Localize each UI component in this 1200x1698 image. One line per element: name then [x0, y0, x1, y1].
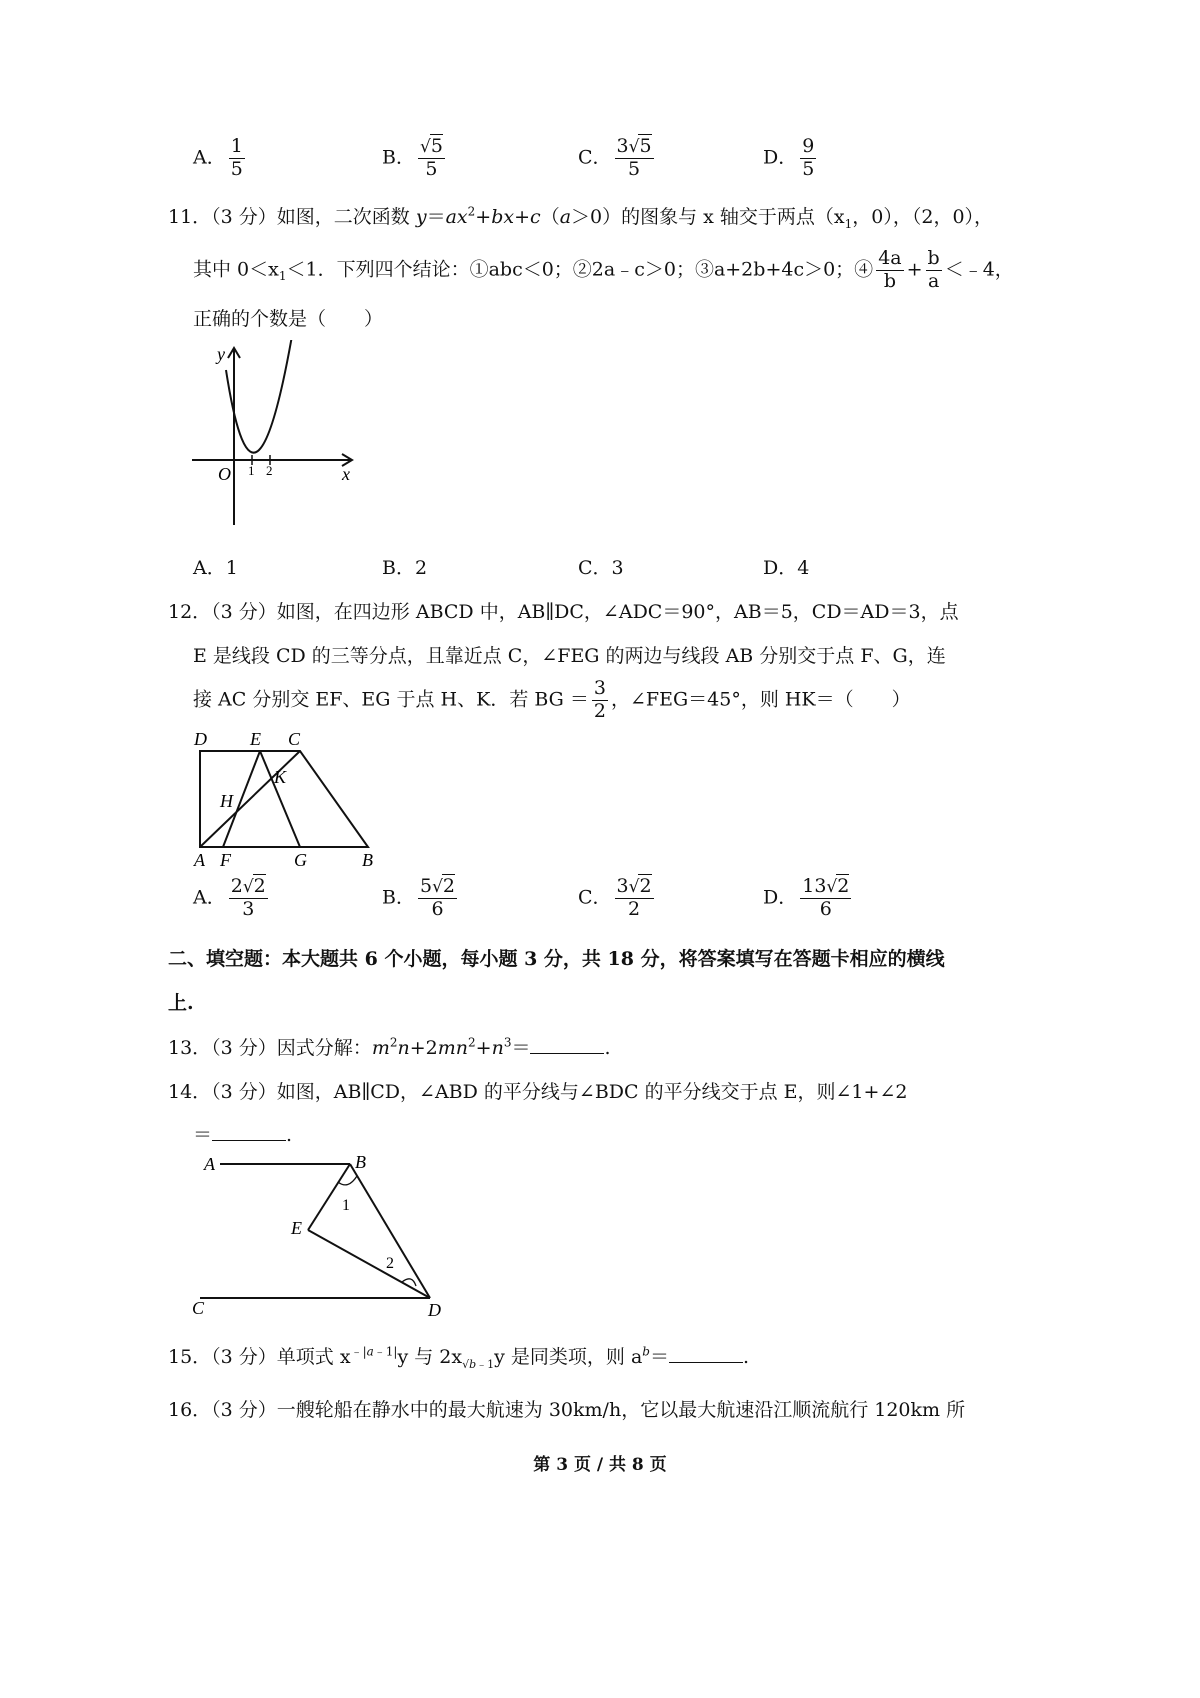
- q12-option-b: B． $\frac{5√2}{6}$: [382, 875, 455, 920]
- q12-line3: 接 AC 分别交 EF、EG 于点 H、K．若 BG ＝ $\frac{3}{2}$ ，∠FEG＝45°，则 HK＝（ ）: [193, 677, 911, 722]
- q11-line3: 正确的个数是（ ）: [193, 308, 384, 330]
- q10-option-d: D． $\frac{9}{5}$: [763, 135, 815, 180]
- tick-label-1: 1: [248, 463, 255, 478]
- q10-option-c: C． $\frac{3√5}{5}$: [578, 135, 652, 180]
- q10-option-b: B． $\frac{√5}{5}$: [382, 135, 443, 180]
- x-label: x: [342, 464, 350, 484]
- label-d: D: [194, 729, 207, 749]
- label-c: C: [288, 729, 301, 749]
- label-b: B: [362, 850, 373, 870]
- q14-parallel-lines-figure: [190, 1150, 455, 1320]
- q16-text: 16．（3 分）一艘轮船在静水中的最大航速为 30km/h，它以最大航速沿江顺流航行 120km 所: [168, 1399, 966, 1421]
- q13-text: 13．（3 分）因式分解：$m^2n+2mn^2+n^3=$ .: [168, 1035, 611, 1059]
- q11-line2: 其中 $0<x_1<1$．下列四个结论：①abc＜0；②2a﹣c＞0；③a+2b+4c＞0；④ $\frac{4a}{b}$ + $\frac{b}{a}$ ＜﹣4，: [193, 247, 1014, 292]
- q12-line1: 12．（3 分）如图，在四边形 ABCD 中，AB∥DC，∠ADC＝90°，AB＝5，CD＝AD＝3，点: [168, 601, 959, 623]
- q14-line1: 14．（3 分）如图，AB∥CD，∠ABD 的平分线与∠BDC 的平分线交于点 E，则∠1+∠2: [168, 1081, 908, 1103]
- q11-line1: 11．（3 分）如图，二次函数 $y=ax^2+bx+c(a>0)$的图象与 x 轴交于两点（$x_1$，0），（2，0），: [168, 204, 994, 231]
- label-b: B: [355, 1152, 366, 1172]
- section2-heading-cont: 上.: [168, 992, 194, 1014]
- label-e: E: [250, 729, 261, 749]
- label-a: A: [194, 850, 205, 870]
- label-c: C: [192, 1298, 205, 1318]
- q14-line2: ＝ .: [193, 1124, 293, 1146]
- label-k: K: [274, 767, 287, 787]
- segment-ed: [308, 1230, 430, 1298]
- q11-option-b: B．2: [382, 557, 428, 579]
- q11-option-a: A．1: [193, 557, 238, 579]
- q12-option-d: D． $\frac{13√2}{6}$: [763, 875, 850, 920]
- page-footer: 第 3 页 / 共 8 页: [533, 1455, 667, 1475]
- segment-bd: [350, 1164, 430, 1298]
- y-label: y: [217, 344, 225, 364]
- q15-blank: [669, 1344, 743, 1363]
- origin-label: O: [218, 464, 231, 484]
- label-f: F: [220, 850, 231, 870]
- q10-option-a: A． $\frac{1}{5}$: [193, 135, 243, 180]
- q12-quadrilateral-figure: [190, 725, 390, 870]
- angle-2-arc: [402, 1279, 416, 1286]
- angle-2-label: 2: [386, 1255, 394, 1272]
- q12-option-c: C． $\frac{3√2}{2}$: [578, 875, 652, 920]
- q14-blank: [212, 1122, 286, 1141]
- parabola-curve: [226, 340, 298, 453]
- label-h: H: [220, 791, 233, 811]
- q12-option-a: A． $\frac{2√2}{3}$: [193, 875, 266, 920]
- q11-option-c: C．3: [578, 557, 624, 579]
- q11-option-d: D．4: [763, 557, 810, 579]
- segment-eg: [260, 751, 300, 847]
- q13-blank: [530, 1035, 604, 1054]
- section2-heading: 二、填空题：本大题共 6 个小题，每小题 3 分，共 18 分，将答案填写在答题卡相应的横线: [168, 948, 945, 970]
- q15-text: 15．（3 分）单项式 $x^{﹣|a﹣1|}y$ 与 $2x_{√b﹣1}y$ 是同类项，则 $a^b=$ .: [168, 1344, 750, 1371]
- label-d: D: [428, 1300, 441, 1320]
- label-g: G: [294, 850, 307, 870]
- q12-line2: E 是线段 CD 的三等分点，且靠近点 C，∠FEG 的两边与线段 AB 分别交于点 F、G，连: [193, 645, 946, 667]
- label-e: E: [291, 1218, 302, 1238]
- q11-parabola-figure: [190, 340, 365, 530]
- label-a: A: [204, 1154, 215, 1174]
- segment-ac: [200, 751, 300, 847]
- angle-1-label: 1: [342, 1197, 350, 1214]
- tick-label-2: 2: [266, 463, 273, 478]
